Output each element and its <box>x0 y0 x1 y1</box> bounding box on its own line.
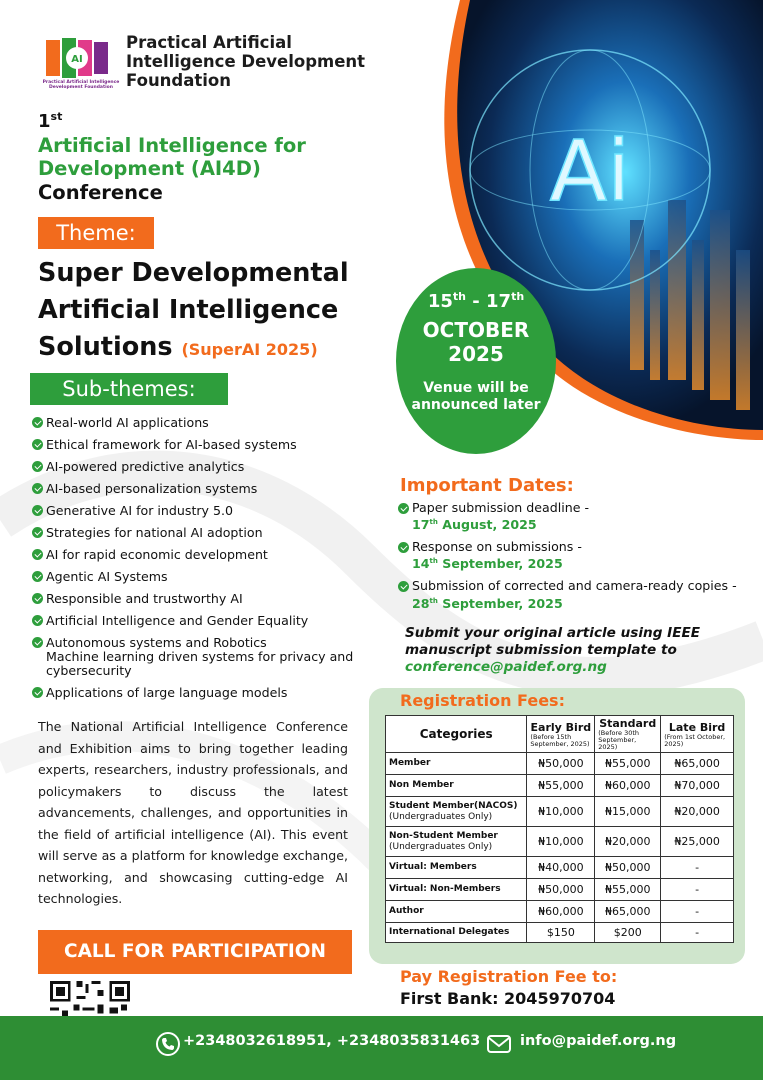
table-row: Non Member ₦55,000 ₦60,000 ₦70,000 <box>386 775 734 797</box>
check-icon <box>32 505 43 516</box>
important-dates-title: Important Dates: <box>400 475 574 496</box>
date-start-suffix: th <box>452 290 466 303</box>
table-row: Virtual: Members ₦40,000 ₦50,000 - <box>386 857 734 879</box>
table-row: Member ₦50,000 ₦55,000 ₦65,000 <box>386 753 734 775</box>
org-name-line3: Foundation <box>126 71 232 90</box>
organization-name <box>126 33 396 90</box>
important-date: 17th August, 2025 <box>412 517 537 533</box>
table-header-row <box>386 716 734 753</box>
date-circle <box>396 268 556 454</box>
important-dates-list <box>398 500 738 618</box>
important-date: 28th September, 2025 <box>412 595 563 611</box>
date-end-suffix: th <box>511 290 525 303</box>
check-icon <box>32 615 43 626</box>
hero-ai-text: Ai <box>549 122 631 220</box>
theme-text <box>38 255 418 368</box>
check-icon <box>32 417 43 428</box>
org-name-line1: Practical Artificial <box>126 33 292 52</box>
column-header-standard: Standard (Before 30th September, 2025) <box>595 716 661 753</box>
logo-text: AI <box>71 54 83 65</box>
important-date: 14th September, 2025 <box>412 556 563 572</box>
payment-title: Pay Registration Fee to: <box>400 967 618 986</box>
date-range <box>396 290 556 312</box>
list-item: AI for rapid economic development <box>32 544 402 566</box>
date-start-day: 15 <box>427 291 453 312</box>
list-item: AI-based personalization systems <box>32 478 402 500</box>
list-item: Response on submissions - 14th September, 2025 <box>398 539 738 571</box>
theme-line3: Solutions <box>38 332 173 362</box>
list-item: Submission of corrected and camera-ready copies - 28th September, 2025 <box>398 578 738 610</box>
theme-line1: Super Developmental <box>38 258 349 288</box>
list-item: Artificial Intelligence and Gender Equality <box>32 610 402 632</box>
date-year: 2025 <box>448 342 504 366</box>
check-icon <box>32 439 43 450</box>
column-header-early-bird: Early Bird (Before 15th September, 2025) <box>527 716 595 753</box>
table-row: Student Member(NACOS) (Undergraduates Only) ₦10,000 ₦15,000 ₦20,000 <box>386 797 734 827</box>
submission-note-text: Submit your original article using IEEE manuscript submission template to <box>405 625 701 658</box>
theme-line2: Artificial Intelligence <box>38 295 339 325</box>
phone-icon <box>156 1032 180 1056</box>
check-icon <box>32 637 43 648</box>
conference-ordinal <box>38 110 62 132</box>
list-item: Agentic AI Systems <box>32 566 402 588</box>
check-icon <box>32 549 43 560</box>
conference-title <box>38 134 378 180</box>
check-icon <box>398 542 409 553</box>
list-item: Autonomous systems and Robotics Machine learning driven systems for privacy and cybersecurity <box>32 632 402 682</box>
payment-bank-account: First Bank: 2045970704 <box>400 989 616 1008</box>
list-item: Strategies for national AI adoption <box>32 522 402 544</box>
list-item: Generative AI for industry 5.0 <box>32 500 402 522</box>
footer-phone-numbers[interactable]: +2348032618951, +2348035831463 <box>183 1033 481 1049</box>
subthemes-list <box>32 412 402 704</box>
registration-title: Registration Fees: <box>400 691 565 710</box>
call-for-participation-banner: CALL FOR PARTICIPATION <box>38 930 352 974</box>
theme-abbr: (SuperAI 2025) <box>181 340 318 359</box>
ordinal-suffix: st <box>50 110 63 123</box>
list-item: Paper submission deadline - 17th August, 2025 <box>398 500 738 532</box>
theme-line3-wrap <box>38 329 418 368</box>
conference-label: Conference <box>38 181 163 204</box>
column-header-categories: Categories <box>386 716 527 753</box>
list-item: AI-powered predictive analytics <box>32 456 402 478</box>
submission-email-link[interactable]: conference@paidef.org.ng <box>405 659 607 675</box>
date-month: OCTOBER <box>422 318 530 342</box>
table-row: Non-Student Member (Undergraduates Only) ₦10,000 ₦20,000 ₦25,000 <box>386 827 734 857</box>
table-row: Virtual: Non-Members ₦50,000 ₦55,000 - <box>386 879 734 901</box>
check-icon <box>398 503 409 514</box>
theme-tag: Theme: <box>38 217 154 249</box>
ordinal-number: 1 <box>38 111 51 132</box>
conference-title-line1: Artificial Intelligence for <box>38 134 306 157</box>
table-row: International Delegates $150 $200 - <box>386 923 734 943</box>
conference-title-line2: Development (AI4D) <box>38 157 261 180</box>
submission-note <box>405 625 735 676</box>
logo-caption: Practical Artificial Intelligence Development Foundation <box>42 80 120 90</box>
check-icon <box>398 581 409 592</box>
table-row: Author ₦60,000 ₦65,000 - <box>386 901 734 923</box>
list-item: Real-world AI applications <box>32 412 402 434</box>
check-icon <box>32 571 43 582</box>
date-end-day: 17 <box>486 291 512 312</box>
footer-email-link[interactable]: info@paidef.org.ng <box>520 1033 677 1049</box>
registration-fees-table <box>385 715 734 943</box>
list-item: Ethical framework for AI-based systems <box>32 434 402 456</box>
check-icon <box>32 483 43 494</box>
check-icon <box>32 461 43 472</box>
column-header-late-bird: Late Bird (From 1st October, 2025) <box>661 716 734 753</box>
org-name-line2: Intelligence Development <box>126 52 366 71</box>
check-icon <box>32 527 43 538</box>
venue-note: Venue will be announced later <box>411 380 541 413</box>
mail-icon <box>486 1033 512 1055</box>
date-range-separator: - <box>465 291 486 312</box>
check-icon <box>32 593 43 604</box>
check-icon <box>32 687 43 698</box>
list-item: Applications of large language models <box>32 682 402 704</box>
list-item: Responsible and trustworthy AI <box>32 588 402 610</box>
subthemes-tag: Sub-themes: <box>30 373 228 405</box>
conference-description: The National Artificial Intelligence Conference and Exhibition aims to bring together leading experts, researchers, industry professionals, and policymakers to discuss the latest advancements, challenges, and opportunities in the field of artificial intelligence (AI). This event will serve as a platform for knowledge exchange, networking, and showcasing cutting-edge AI technologies. <box>38 719 348 906</box>
